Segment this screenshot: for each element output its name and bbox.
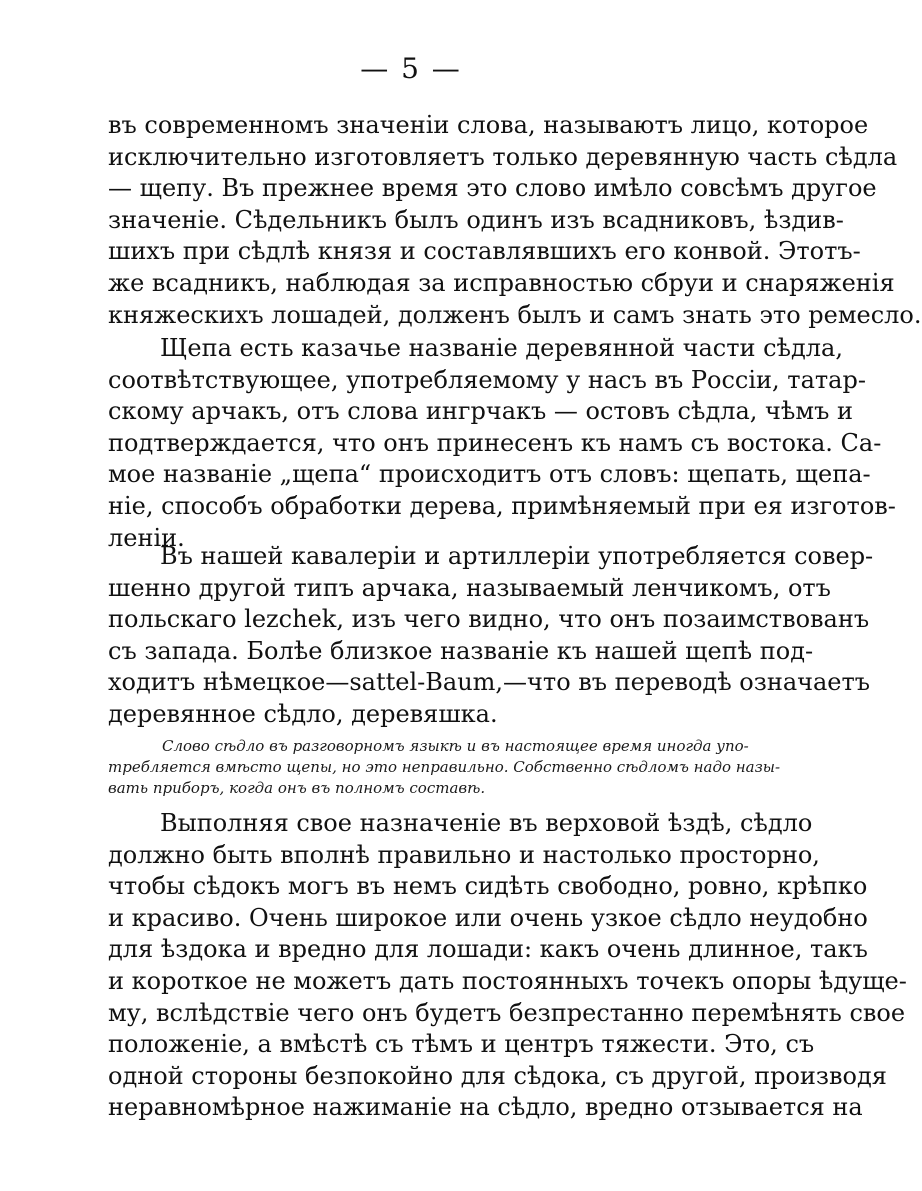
text-line: соотвѣтствующее, употребляемому у насъ въ Россiи, татар- <box>108 365 866 394</box>
footnote-line: вать приборъ, когда онъ въ полномъ составѣ. <box>108 779 486 797</box>
text-line: скому арчакъ, отъ слова ингрчакъ — остовъ сѣдла, чѣмъ и <box>108 397 853 426</box>
text-line: неравномѣрное нажиманiе на сѣдло, вредно отзывается на <box>108 1093 863 1122</box>
page-number: — 5 — <box>360 52 462 85</box>
footnote <box>108 736 781 799</box>
text-line: съ запада. Болѣе близкое названiе къ нашей щепѣ под- <box>108 636 814 665</box>
paragraph-2 <box>108 333 896 554</box>
text-line: положенiе, а вмѣстѣ съ тѣмъ и центръ тяжести. Это, съ <box>108 1030 815 1059</box>
text-line: княжескихъ лошадей, долженъ былъ и самъ знать это ремесло. <box>108 300 922 329</box>
text-line: шенно другой типъ арчака, называемый ленчикомъ, отъ <box>108 573 831 602</box>
text-line: польскаго lezchek, изъ чего видно, что онъ позаимствованъ <box>108 605 870 634</box>
paragraph-3 <box>108 541 874 731</box>
text-line: му, вслѣдствiе чего онъ будетъ безпрестанно перемѣнять свое <box>108 998 906 1027</box>
text-line: — щепу. Въ прежнее время это слово имѣло совсѣмъ другое <box>108 174 877 203</box>
text-line: нiе, способъ обработки дерева, примѣняемый при ея изготов- <box>108 491 896 520</box>
footnote-line: Слово сѣдло въ разговорномъ языкѣ и въ настоящее время иногда упо- <box>162 737 749 755</box>
text-line: деревянное сѣдло, деревяшка. <box>108 699 498 728</box>
text-line: мое названiе „щепа“ происходитъ отъ словъ: щепать, щепа- <box>108 460 871 489</box>
text-line: Въ нашей кавалерiи и артиллерiи употребляется совер- <box>160 542 874 570</box>
text-line: и короткое не можетъ дать постоянныхъ точекъ опоры ѣдуще- <box>108 966 907 995</box>
text-line: шихъ при сѣдлѣ князя и составлявшихъ его конвой. Этотъ- <box>108 237 861 266</box>
text-line: должно быть вполнѣ правильно и настолько просторно, <box>108 840 820 869</box>
text-line: Щепа есть казачье названiе деревянной части сѣдла, <box>160 334 843 362</box>
text-line: чтобы сѣдокъ могъ въ немъ сидѣть свободно, ровно, крѣпко <box>108 872 868 901</box>
text-line: подтверждается, что онъ принесенъ къ намъ съ востока. Са- <box>108 428 882 457</box>
text-line: и красиво. Очень широкое или очень узкое сѣдло неудобно <box>108 903 868 932</box>
text-line: значенiе. Сѣдельникъ былъ одинъ изъ всадниковъ, ѣздив- <box>108 205 844 234</box>
text-line: же всадникъ, наблюдая за исправностью сбруи и снаряженiя <box>108 268 895 297</box>
paragraph-1 <box>108 110 922 331</box>
text-line: Выполняя свое назначенiе въ верховой ѣздѣ, сѣдло <box>160 809 813 837</box>
text-line: исключительно изготовляетъ только деревянную часть сѣдла <box>108 142 898 171</box>
text-line: одной стороны безпокойно для сѣдока, съ другой, производя <box>108 1061 887 1090</box>
text-line: для ѣздока и вредно для лошади: какъ очень длинное, такъ <box>108 935 868 964</box>
text-line: въ современномъ значенiи слова, называютъ лицо, которое <box>108 111 869 139</box>
text-line: ходитъ нѣмецкое—sattel-Baum,—что въ переводѣ означаетъ <box>108 668 871 697</box>
text-line: ленiи. <box>108 523 185 552</box>
paragraph-5 <box>108 808 907 1124</box>
footnote-line: требляется вмѣсто щепы, но это неправильно. Собственно сѣдломъ надо назы- <box>108 758 781 776</box>
